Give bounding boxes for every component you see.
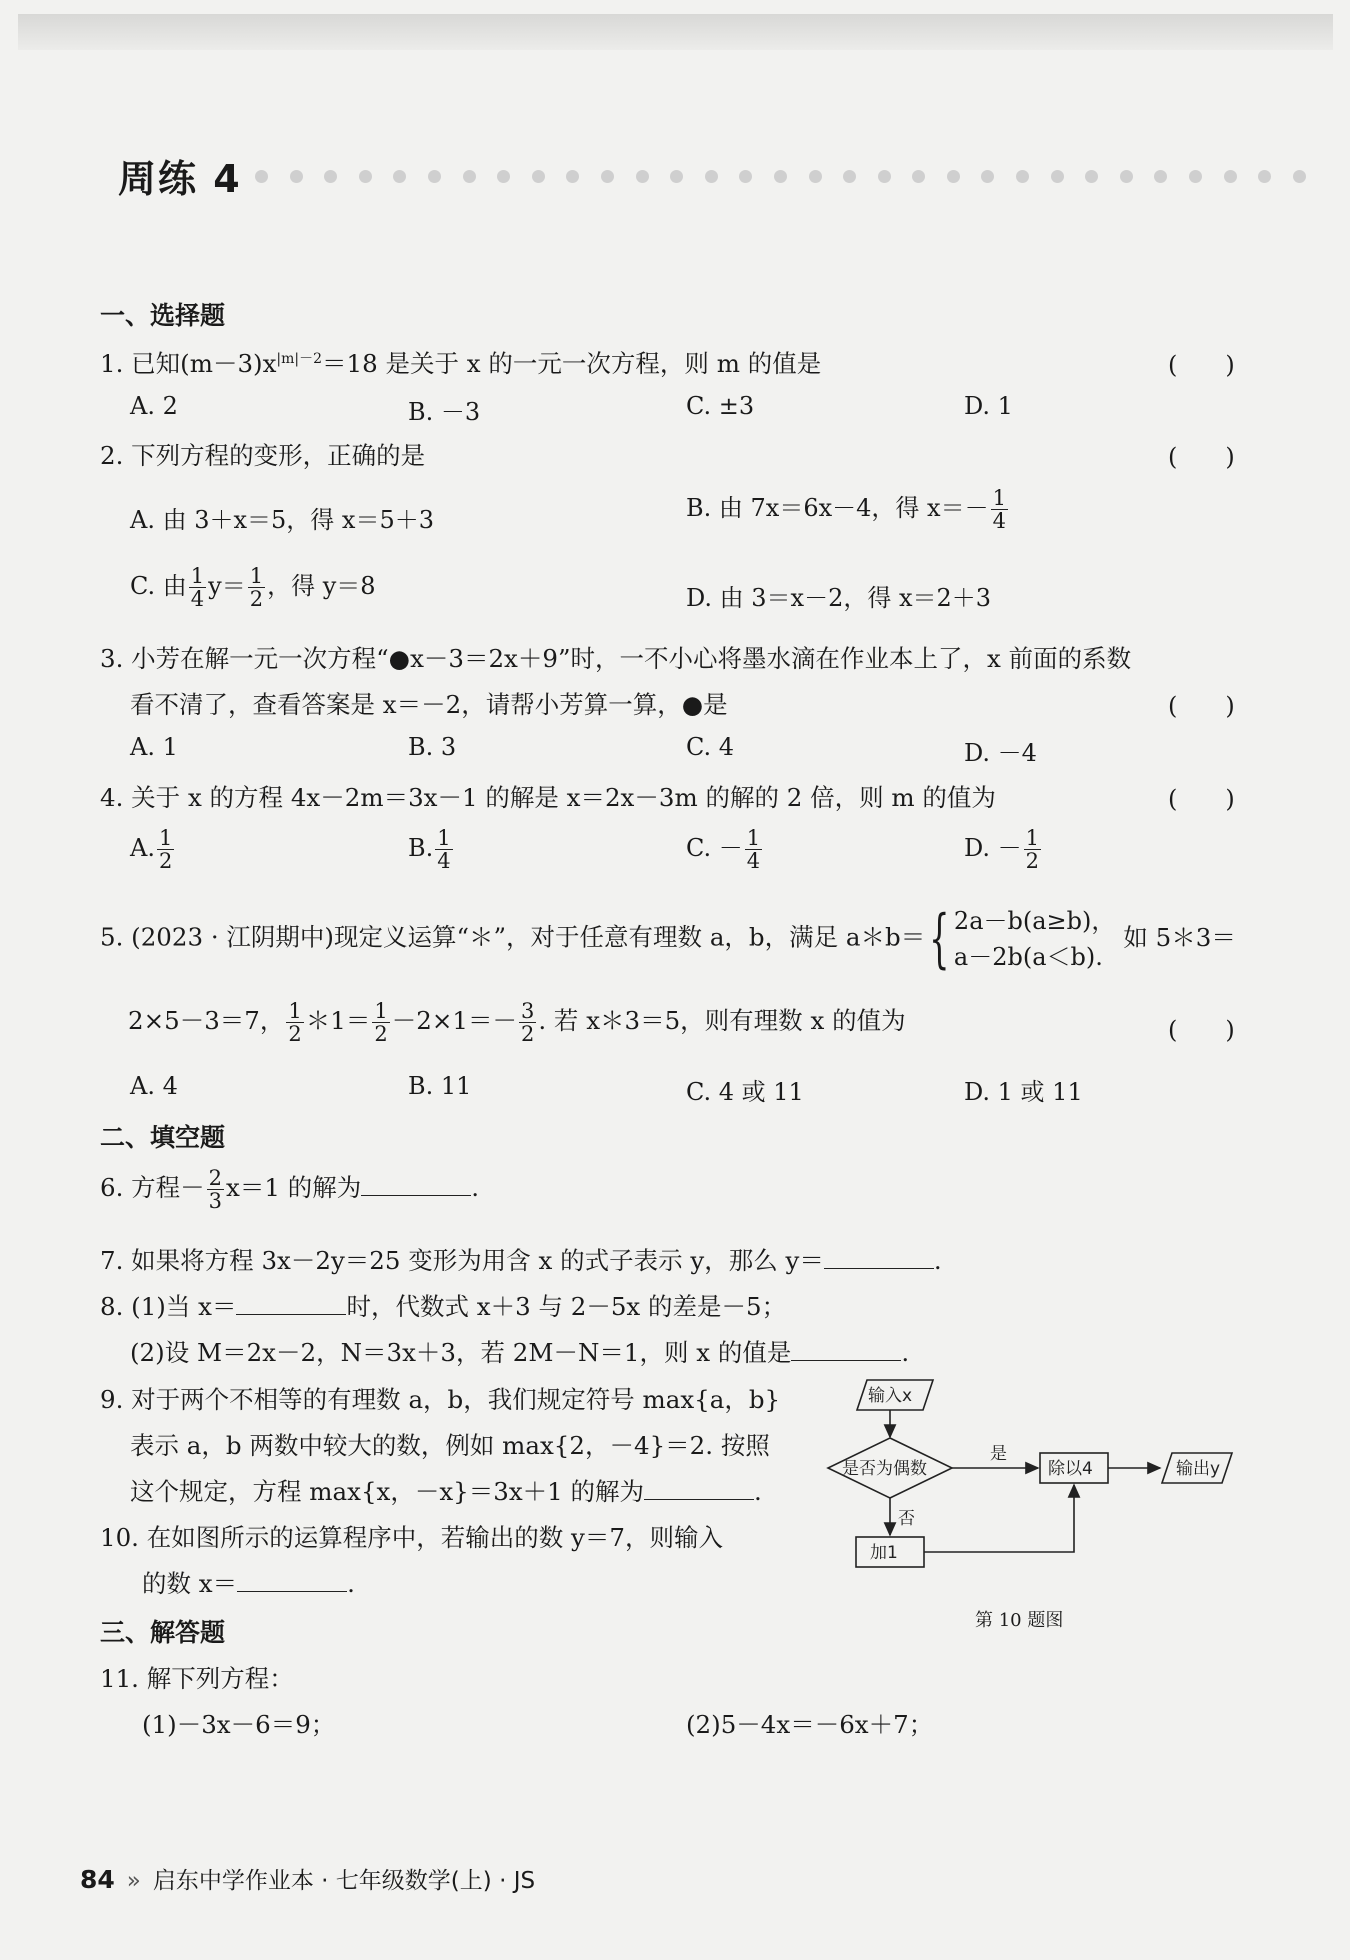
title-dot [739,170,752,183]
title-dot [1120,170,1133,183]
q7-answer-blank[interactable] [824,1267,934,1269]
title-dot [636,170,649,183]
answer-paren-5[interactable]: ( ) [1168,1016,1235,1044]
q10-answer-blank[interactable] [237,1590,347,1592]
answer-paren-1[interactable]: ( ) [1168,351,1235,379]
question-10-line-2: 的数 x＝ . [142,1569,355,1598]
q1-option-a[interactable]: A. 2 [130,392,178,420]
title-dot [705,170,718,183]
title-dot [774,170,787,183]
question-8-line-1: 8. (1)当 x＝ 时，代数式 x＋3 与 2－5x 的差是－5； [100,1292,787,1321]
question-9-line-3: 这个规定，方程 max{x，－x}＝3x＋1 的解为 . [130,1477,762,1506]
title-dot [463,170,476,183]
scan-top-band [18,14,1333,50]
question-5-line-1: 5. (2023 · 江阴期中)现定义运算“＊”，对于任意有理数 a，b，满足 a＊b＝{ 2a－b(a≥b)， a－2b(a＜b). 如 5＊3＝ [100,902,1236,976]
question-2: 2. 下列方程的变形，正确的是 [100,441,426,470]
q2-option-b[interactable]: B. 由 7x＝6x－4，得 x＝－ $\frac{1}{4}$ [686,486,1006,534]
q8-1-answer-blank[interactable] [236,1313,346,1315]
question-11-part-1: (1)－3x－6＝9； [142,1710,336,1739]
q5-option-d[interactable]: D. 1 或 11 [964,1078,1083,1106]
title-dot [497,170,510,183]
page-title: 周练 4 [118,157,242,201]
flow-input-label: 输入x [868,1386,913,1406]
section-heading-solve: 三、解答题 [100,1618,226,1647]
question-5-line-2: 2×5－3＝7， $\frac{1}{2}$ ＊1＝ $\frac{1}{2}$ －2×1＝－ $\frac{3}{2}$ . 若 x＊3＝5，则有理数 x 的值为 [128,999,906,1047]
question-1: 1. 已知$(m-3)x^{|m|-2}=18$ 是关于 x 的一元一次方程，则 m 的值是 [100,349,822,378]
q2-option-a[interactable]: A. 由 3＋x＝5，得 x＝5＋3 [130,506,434,534]
title-dot [1016,170,1029,183]
title-dot [947,170,960,183]
flow-output-label: 输出y [1176,1459,1221,1479]
question-3-line-2: 看不清了，查看答案是 x＝－2，请帮小芳算一算，●是 [130,690,728,719]
title-dot [878,170,891,183]
title-dot [393,170,406,183]
book-title: 启东中学作业本 · 七年级数学(上) · JS [152,1868,536,1894]
q3-option-c[interactable]: C. 4 [686,733,735,761]
q4-option-a[interactable]: A. $\frac{1}{2}$ [130,826,173,874]
title-dot [428,170,441,183]
q2-option-c[interactable]: C. 由 $\frac{1}{4}$ y＝ $\frac{1}{2}$ ，得 y＝8 [130,564,376,612]
q1-option-b[interactable]: B. －3 [408,398,481,426]
title-dot [1154,170,1167,183]
title-dot [566,170,579,183]
page-footer [80,1862,535,1895]
title-dot [359,170,372,183]
flow-yes-label: 是 [990,1444,1007,1464]
q4-option-d[interactable]: D. － $\frac{1}{2}$ [964,826,1040,874]
figure-caption: 第 10 题图 [975,1610,1064,1631]
q4-option-b[interactable]: B. $\frac{1}{4}$ [408,826,451,874]
flow-divide-label: 除以4 [1048,1459,1093,1479]
answer-paren-3[interactable]: ( ) [1168,692,1235,720]
flow-decision-label: 是否为偶数 [842,1459,927,1479]
q5-option-b[interactable]: B. 11 [408,1072,472,1100]
question-4: 4. 关于 x 的方程 4x－2m＝3x－1 的解是 x＝2x－3m 的解的 2 倍，则 m 的值为 [100,783,996,812]
flow-no-label: 否 [898,1509,915,1529]
q9-answer-blank[interactable] [644,1498,754,1500]
title-dot [1189,170,1202,183]
title-dot [1051,170,1064,183]
title-dot [981,170,994,183]
question-11: 11. 解下列方程： [100,1664,294,1693]
footer-arrows-icon: » [126,1868,141,1894]
title-dot [670,170,683,183]
q1-option-c[interactable]: C. ±3 [686,392,755,420]
q3-option-a[interactable]: A. 1 [130,733,178,761]
question-10-line-1: 10. 在如图所示的运算程序中，若输出的数 y＝7，则输入 [100,1523,723,1552]
section-heading-choice: 一、选择题 [100,301,226,330]
title-dot [255,170,268,183]
title-dot-rule [255,170,1327,183]
q6-answer-blank[interactable] [361,1194,471,1196]
title-dot [290,170,303,183]
q5-option-a[interactable]: A. 4 [130,1072,178,1100]
question-9-line-1: 9. 对于两个不相等的有理数 a，b，我们规定符号 max{a，b} [100,1385,781,1414]
question-6: 6. 方程－ $\frac{2}{3}$ x＝1 的解为 . [100,1166,480,1214]
title-dot [324,170,337,183]
question-7: 7. 如果将方程 3x－2y＝25 变形为用含 x 的式子表示 y，那么 y＝ . [100,1246,942,1275]
q8-2-answer-blank[interactable] [791,1359,901,1361]
flow-add-label: 加1 [870,1543,898,1563]
title-dot [532,170,545,183]
q3-option-b[interactable]: B. 3 [408,733,457,761]
q1-option-d[interactable]: D. 1 [964,392,1013,420]
question-11-part-2: (2)5－4x＝－6x＋7； [686,1710,934,1739]
title-dot [601,170,614,183]
answer-paren-2[interactable]: ( ) [1168,443,1235,471]
page-number: 84 [80,1865,115,1894]
question-3-line-1: 3. 小芳在解一元一次方程“●x－3＝2x＋9”时，一不小心将墨水滴在作业本上了，x 前面的系数 [100,644,1132,673]
title-dot [843,170,856,183]
flowchart-diagram [790,1375,1270,1605]
answer-paren-4[interactable]: ( ) [1168,785,1235,813]
q2-option-d[interactable]: D. 由 3＝x－2，得 x＝2＋3 [686,584,992,612]
title-dot [1085,170,1098,183]
title-dot [1293,170,1306,183]
q4-option-c[interactable]: C. － $\frac{1}{4}$ [686,826,761,874]
question-8-line-2: (2)设 M＝2x－2，N＝3x＋3，若 2M－N＝1，则 x 的值是 . [130,1338,910,1367]
title-dot [912,170,925,183]
title-dot [809,170,822,183]
q3-option-d[interactable]: D. －4 [964,739,1037,767]
question-9-line-2: 表示 a，b 两数中较大的数，例如 max{2，－4}＝2. 按照 [130,1431,770,1460]
title-dot [1224,170,1237,183]
section-heading-fill: 二、填空题 [100,1123,226,1152]
title-dot [1258,170,1271,183]
q5-option-c[interactable]: C. 4 或 11 [686,1078,804,1106]
